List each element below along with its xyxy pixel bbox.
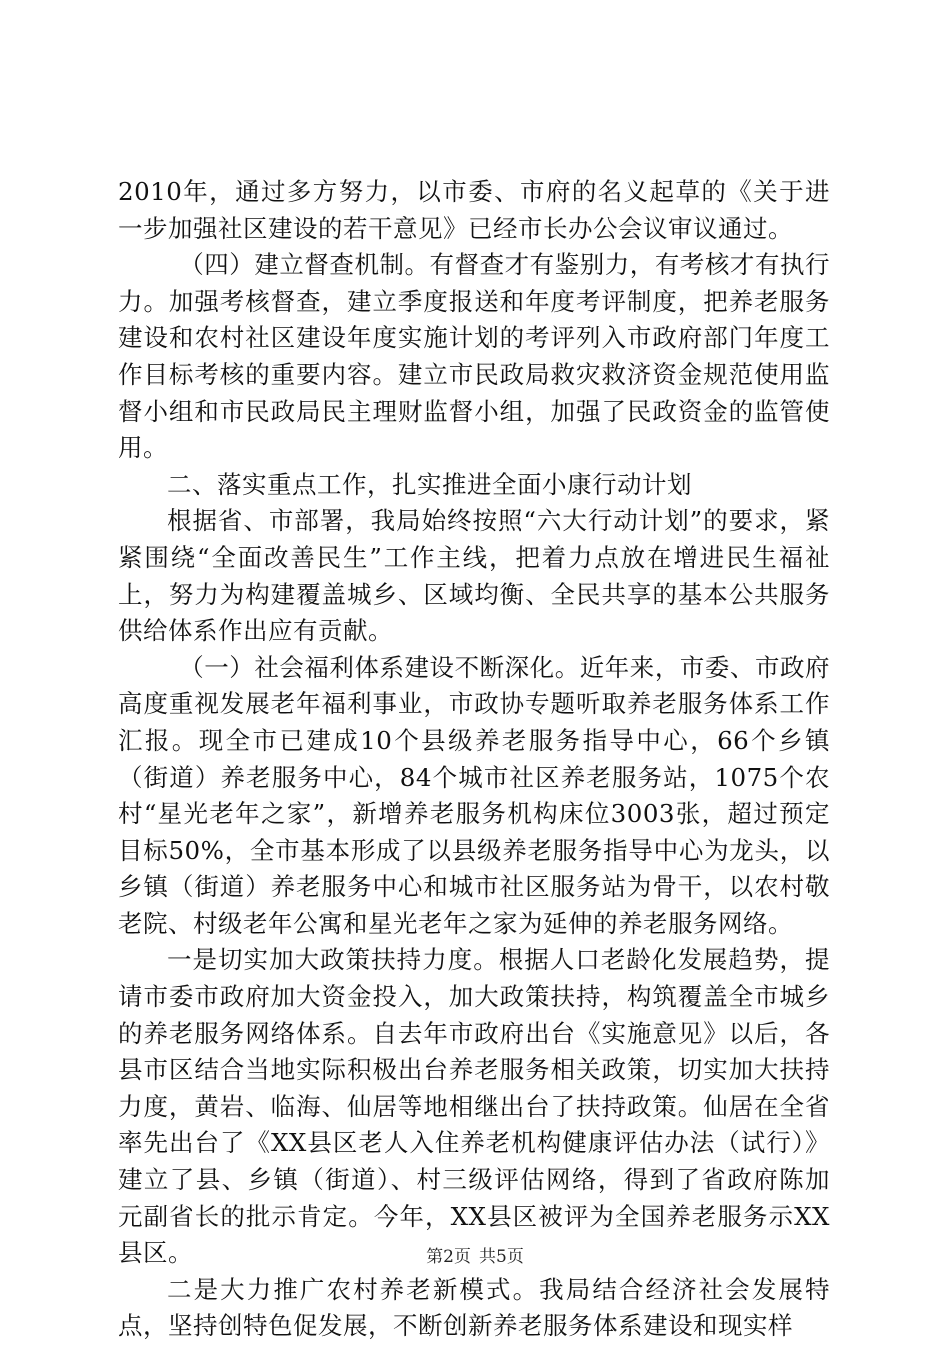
paragraph-continuation: 2010年，通过多方努力，以市委、市府的名义起草的《关于进一步加强社区建设的若干意见》已经市长办公会议审议通过。: [118, 177, 830, 243]
page-number: 第2页: [426, 1247, 471, 1267]
page-footer: [0, 1242, 950, 1267]
paragraph-policy-support: 一是切实加大政策扶持力度。根据人口老龄化发展趋势，提请市委市政府加大资金投入，加大政策扶持，构筑覆盖全市城乡的养老服务网络体系。自去年市政府出台《实施意见》以后，各县市区结合当地实际积极出台养老服务相关政策，切实加大扶持力度，黄岩、临海、仙居等地相继出台了扶持政策。仙居在全省率先出台了《XX县区老人入住养老机构健康评估办法（试行）》建立了县、乡镇（街道）、村三级评估网络，得到了省政府陈加元副省长的批示肯定。今年，XX县区被评为全国养老服务示XX县区。: [118, 945, 830, 1268]
document-body: [118, 174, 830, 1345]
paragraph-action-plan: 根据省、市部署，我局始终按照“六大行动计划”的要求，紧紧围绕“全面改善民生”工作主线，把着力点放在增进民生福祉上，努力为构建覆盖城乡、区域均衡、全民共享的基本公共服务供给体系作出应有贡献。: [118, 506, 830, 646]
section-heading-key-work: 二、落实重点工作，扎实推进全面小康行动计划: [167, 469, 692, 499]
paragraph-rural-elderly-model: 二是大力推广农村养老新模式。我局结合经济社会发展特点，坚持创特色促发展，不断创新养老服务体系建设和现实样: [118, 1274, 830, 1341]
page-total: 共5页: [479, 1247, 524, 1267]
paragraph-supervision-mechanism: （四）建立督查机制。有督查才有鉴别力，有考核才有执行力。加强考核督查，建立季度报送和年度考评制度，把养老服务建设和农村社区建设年度实施计划的考评列入市政府部门年度工作目标考核的重要内容。建立市民政局救灾救济资金规范使用监督小组和市民政局民主理财监督小组，加强了民政资金的监管使用。: [118, 250, 830, 463]
paragraph-social-welfare: （一）社会福利体系建设不断深化。近年来，市委、市政府高度重视发展老年福利事业，市政协专题听取养老服务体系工作汇报。现全市已建成10个县级养老服务指导中心，66个乡镇（街道）养老服务中心，84个城市社区养老服务站，1075个农村“星光老年之家”，新增养老服务机构床位3003张，超过预定目标50%，全市基本形成了以县级养老服务指导中心为龙头，以乡镇（街道）养老服务中心和城市社区服务站为骨干，以农村敬老院、村级老年公寓和星光老年之家为延伸的养老服务网络。: [118, 652, 830, 938]
